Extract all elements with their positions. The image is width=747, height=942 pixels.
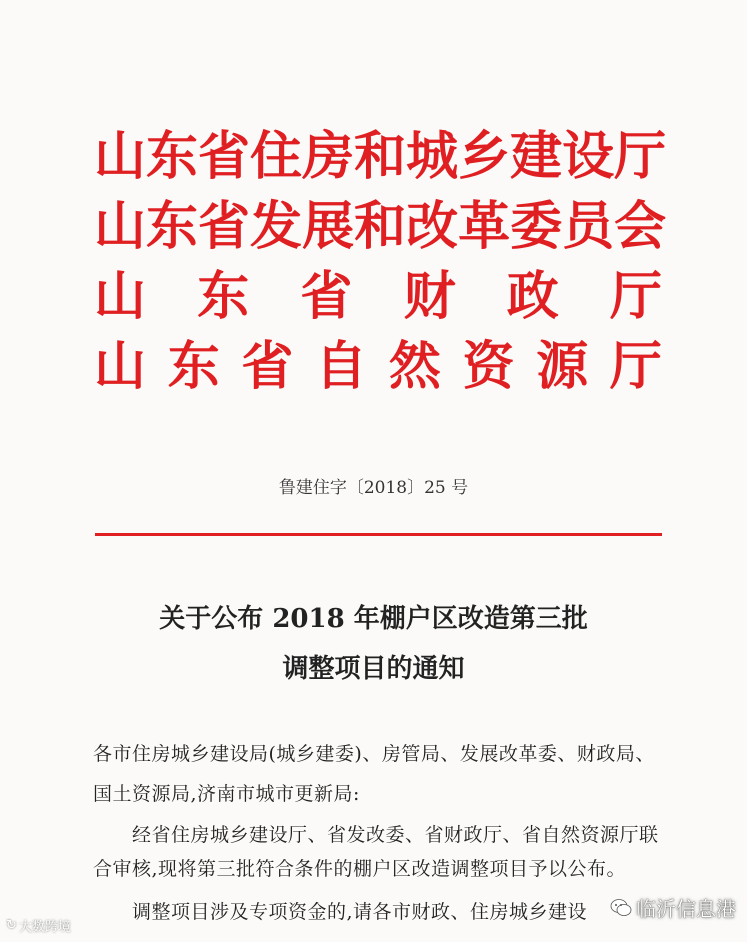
- issuer-char: 山: [94, 266, 147, 327]
- body-line: 国土资源局,济南市城市更新局:: [93, 783, 360, 805]
- body-line: 合审核,现将第三批符合条件的棚户区改造调整项目予以公布。: [93, 858, 627, 880]
- issuer-line: [94, 122, 667, 192]
- issuing-authorities: [94, 122, 667, 402]
- issuer-char: 山: [94, 336, 147, 397]
- issuer-char: 省: [300, 266, 353, 327]
- issuer-char: 自: [315, 336, 368, 397]
- issuer-char: 革: [458, 196, 511, 257]
- issuer-char: 和: [354, 126, 407, 187]
- issuer-char: 东: [146, 126, 199, 187]
- issuer-line: [94, 262, 662, 332]
- issuer-char: 资: [462, 336, 515, 397]
- issuer-char: 财: [403, 266, 456, 327]
- red-divider-line: [95, 533, 662, 536]
- issuer-char: 会: [614, 196, 667, 257]
- issuer-char: 委: [510, 196, 563, 257]
- document-number: 鲁建住字〔2018〕25 号: [278, 478, 469, 498]
- body-line: 经省住房城乡建设厅、省发改委、省财政厅、省自然资源厅联: [132, 824, 659, 846]
- issuer-char: 省: [241, 336, 294, 397]
- issuer-line: [94, 192, 667, 262]
- watermark-right: [610, 893, 736, 922]
- watermark-logo-icon: ↻: [6, 918, 17, 933]
- issuer-char: 东: [167, 336, 220, 397]
- issuer-char: 东: [197, 266, 250, 327]
- issuer-char: 展: [302, 196, 355, 257]
- issuer-char: 政: [506, 266, 559, 327]
- notice-title-line-1: 关于公布 2018 年棚户区改造第三批: [159, 604, 588, 634]
- issuer-char: 和: [354, 196, 407, 257]
- issuer-char: 城: [406, 126, 459, 187]
- watermark-left-text: 大数跨境: [18, 920, 71, 935]
- issuer-char: 乡: [458, 126, 511, 187]
- issuer-line: [94, 332, 662, 402]
- issuer-char: 源: [536, 336, 589, 397]
- issuer-char: 厅: [609, 266, 662, 327]
- watermark-left: [6, 916, 71, 935]
- issuer-char: 山: [94, 126, 147, 187]
- body-line: 各市住房城乡建设局(城乡建委)、房管局、发展改革委、财政局、: [93, 743, 655, 765]
- issuer-char: 员: [562, 196, 615, 257]
- issuer-char: 改: [406, 196, 459, 257]
- issuer-char: 设: [562, 126, 615, 187]
- issuer-char: 东: [146, 196, 199, 257]
- issuer-char: 省: [198, 126, 251, 187]
- issuer-char: 然: [388, 336, 441, 397]
- notice-title-line-2: 调整项目的通知: [282, 654, 465, 684]
- issuer-char: 厅: [614, 126, 667, 187]
- issuer-char: 厅: [609, 336, 662, 397]
- issuer-char: 房: [302, 126, 355, 187]
- issuer-char: 省: [198, 196, 251, 257]
- wechat-icon: [610, 898, 632, 918]
- issuer-char: 住: [250, 126, 303, 187]
- issuer-char: 发: [250, 196, 303, 257]
- body-line: 调整项目涉及专项资金的,请各市财政、住房城乡建设: [132, 901, 588, 923]
- issuer-char: 建: [510, 126, 563, 187]
- issuer-char: 山: [94, 196, 147, 257]
- watermark-right-text: 临沂信息港: [636, 897, 736, 921]
